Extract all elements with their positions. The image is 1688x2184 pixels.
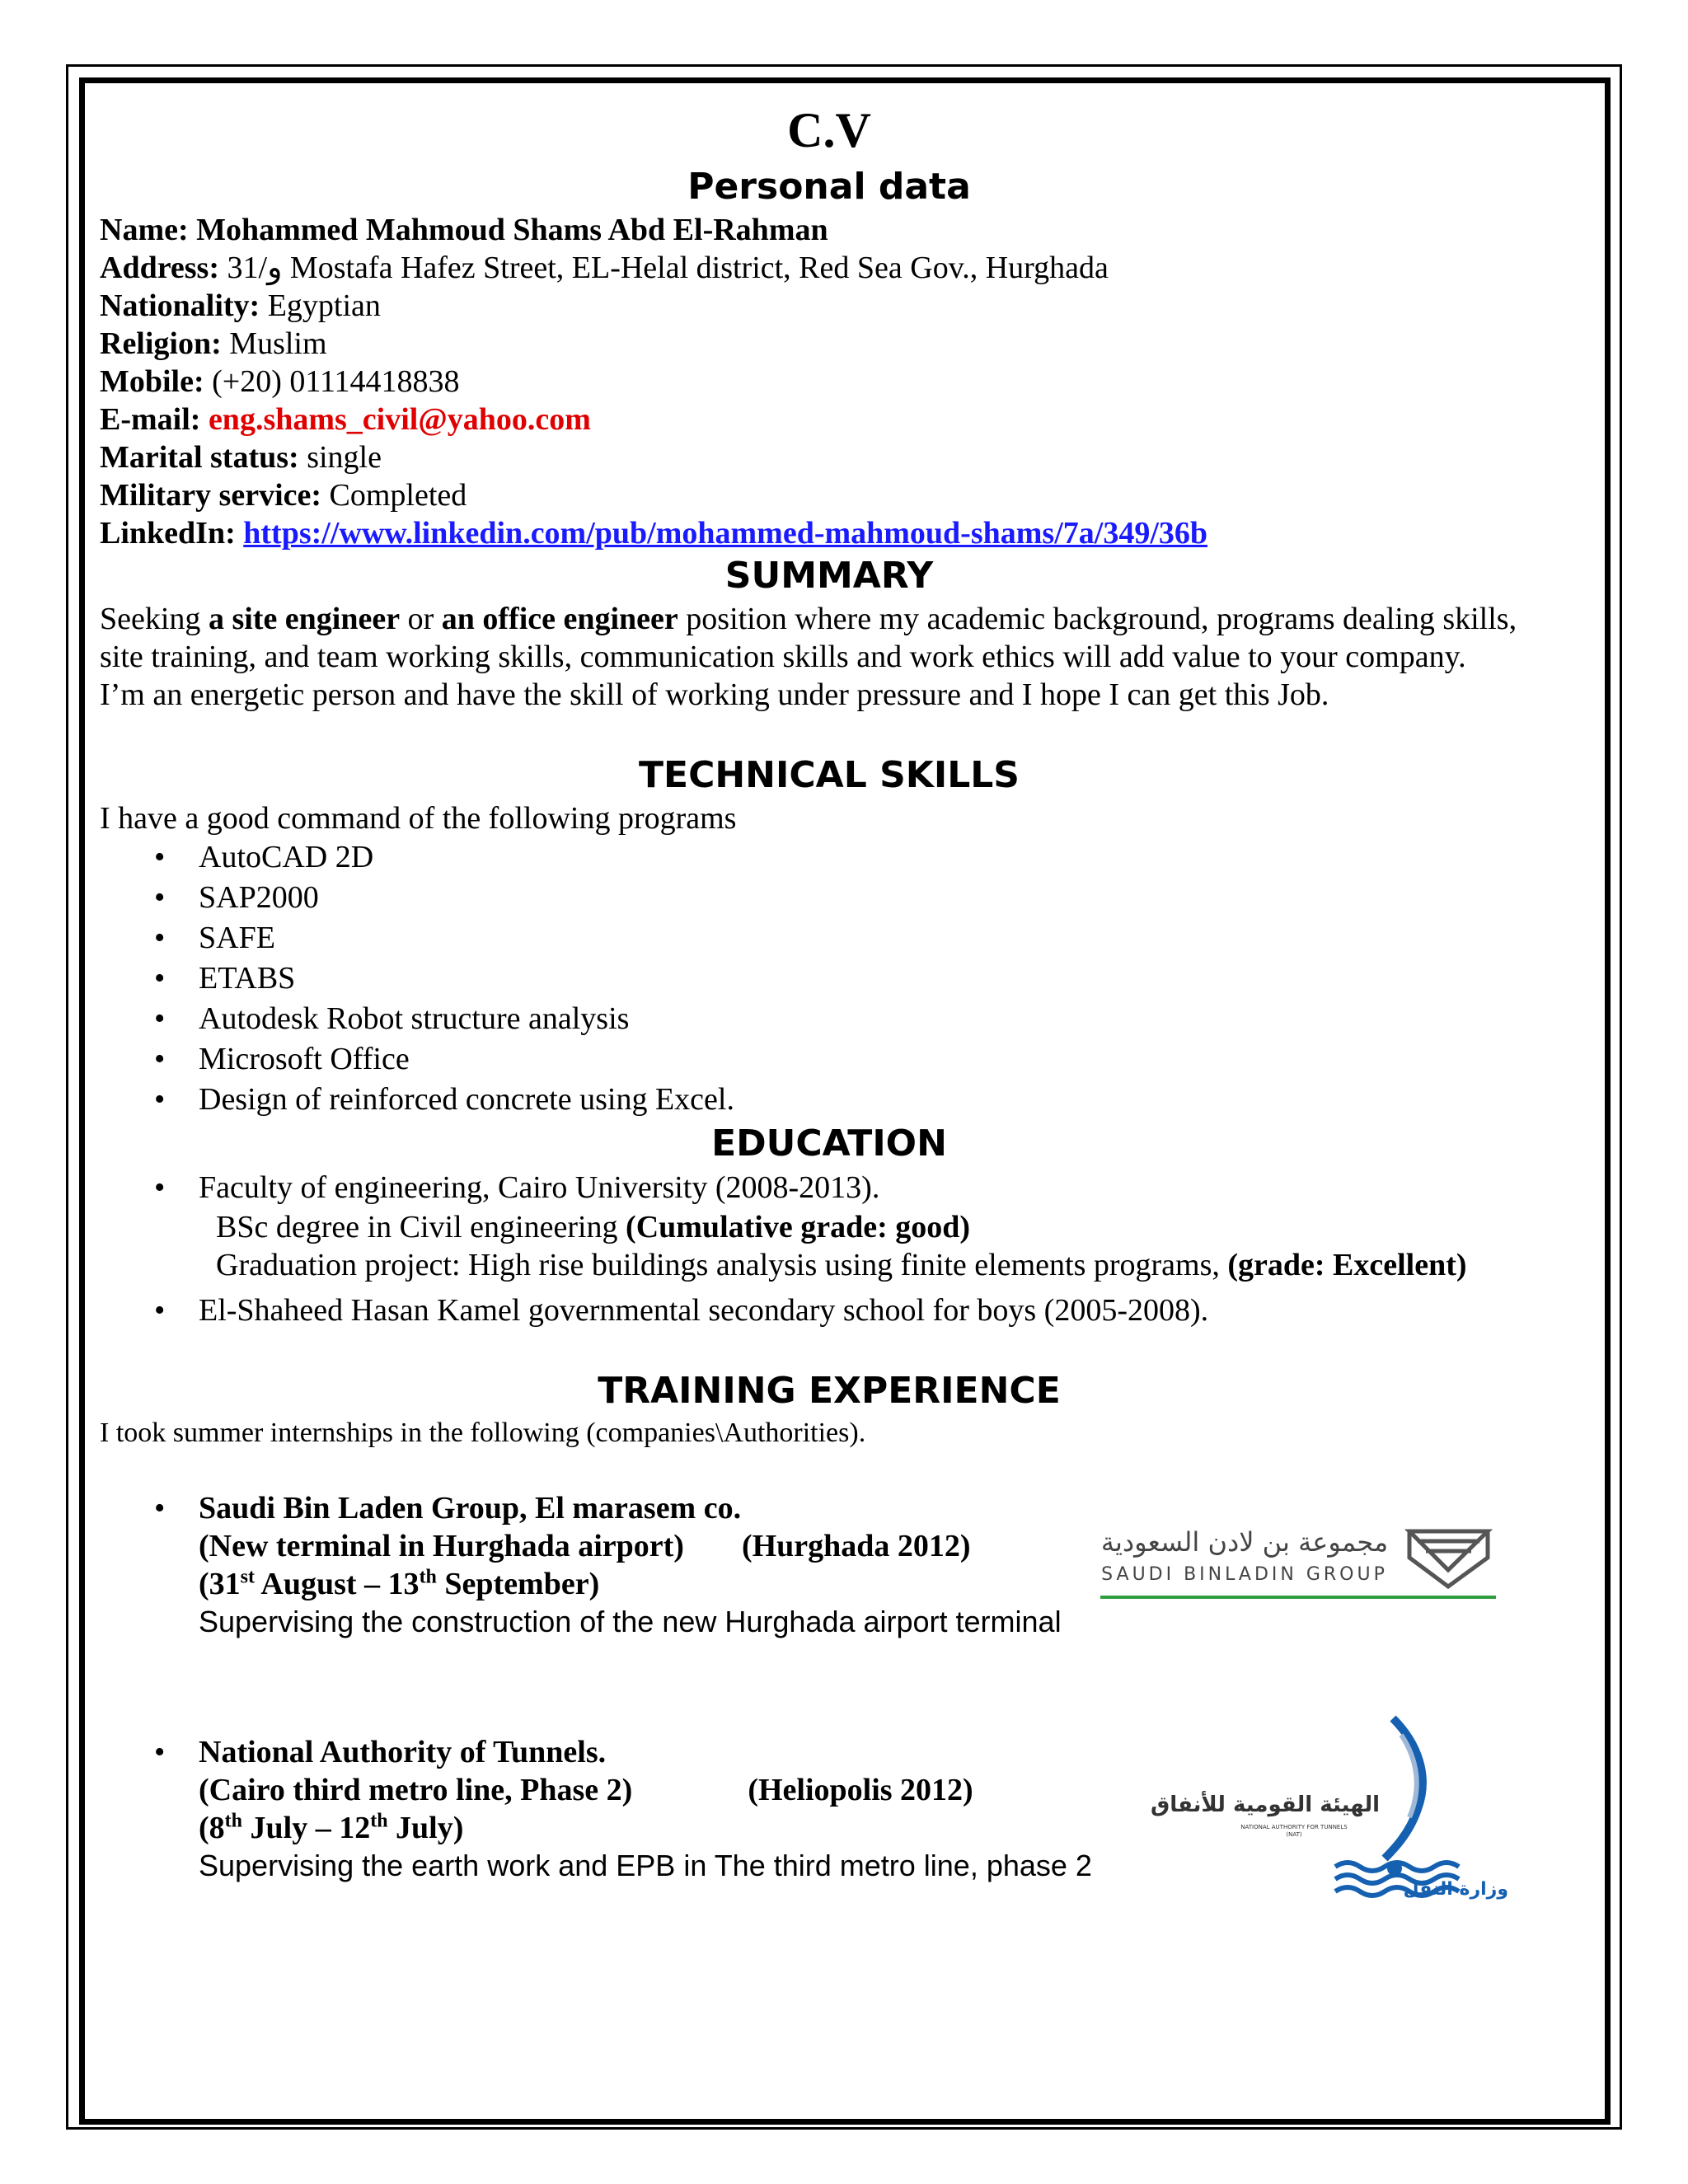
religion-label: Religion: <box>100 326 222 361</box>
marital-label: Marital status: <box>100 440 299 475</box>
email-link[interactable]: eng.shams_civil@yahoo.com <box>208 402 591 437</box>
degree-text: BSc degree in Civil engineering <box>216 1210 626 1244</box>
skills-intro: I have a good command of the following programs <box>100 801 737 836</box>
summary-bold: a site engineer <box>208 602 401 636</box>
technical-skills-heading: TECHNICAL SKILLS <box>639 754 1020 796</box>
name-line <box>100 211 1559 249</box>
list-item: • ETABS <box>100 958 1559 999</box>
training-description: Supervising the earth work and EPB in The third metro line, phase 2 <box>199 1849 1092 1882</box>
linkedin-link[interactable]: https://www.linkedin.com/pub/mohammed-mahmoud-shams/7a/349/36b <box>243 516 1208 551</box>
education-heading: EDUCATION <box>711 1122 947 1165</box>
project-grade: (grade: Excellent) <box>1227 1248 1467 1282</box>
military-label: Military service: <box>100 478 322 513</box>
project-text: Graduation project: High rise buildings analysis using finite elements programs, <box>216 1248 1228 1282</box>
list-item: • SAFE <box>100 918 1559 958</box>
education-list <box>100 1168 1559 1208</box>
skills-list <box>100 837 1559 1120</box>
summary-text: or <box>400 602 442 636</box>
marital-value: single <box>307 440 382 475</box>
project-name: (Cairo third metro line, Phase 2) <box>199 1773 633 1807</box>
training-date: (31st August – 13th September) <box>199 1566 600 1601</box>
company-name: Saudi Bin Laden Group, El marasem co. <box>199 1491 742 1526</box>
address-value: 31/و Mostafa Hafez Street, EL-Helal district, Red Sea Gov., Hurghada <box>227 251 1109 285</box>
mobile-value: (+20) 01114418838 <box>212 364 460 399</box>
project-line <box>100 1246 1559 1284</box>
address-line <box>100 249 1559 287</box>
marital-line <box>100 438 1559 476</box>
religion-line <box>100 325 1559 363</box>
summary-paragraph-2: I’m an energetic person and have the skill of working under pressure and I hope I can get this Job. <box>100 677 1329 712</box>
list-item: • AutoCAD 2D <box>100 837 1559 878</box>
list-item: • SAP2000 <box>100 878 1559 918</box>
bullet: • <box>154 1735 166 1769</box>
cv-document <box>100 97 1559 1885</box>
nat-arabic-name: الهيئة القومية للأنفاق <box>1150 1793 1381 1817</box>
training-description: Supervising the construction of the new Hurghada airport terminal <box>199 1605 1062 1638</box>
nat-english-name: NATIONAL AUTHORITY FOR TUNNELS <box>1240 1824 1348 1830</box>
linkedin-label: LinkedIn: <box>100 516 236 551</box>
bullet: • <box>154 1491 166 1526</box>
sbg-english-name: SAUDI BINLADIN GROUP <box>1101 1564 1388 1585</box>
cv-title: C.V <box>787 103 871 157</box>
summary-paragraph-1 <box>100 600 1559 676</box>
address-label: Address: <box>100 251 219 285</box>
education-list-2 <box>100 1291 1559 1331</box>
email-label: E-mail: <box>100 402 201 437</box>
name-value: Mohammed Mahmoud Shams Abd El-Rahman <box>196 213 828 247</box>
military-value: Completed <box>329 478 467 513</box>
ministry-arabic-name: وزارة النقل <box>1403 1879 1508 1900</box>
nationality-label: Nationality: <box>100 288 260 323</box>
list-item: • El-Shaheed Hasan Kamel governmental secondary school for boys (2005-2008). <box>100 1291 1559 1331</box>
training-date: (8th July – 12th July) <box>199 1810 464 1845</box>
company-name: National Authority of Tunnels. <box>199 1735 607 1769</box>
degree-grade: (Cumulative grade: good) <box>626 1210 971 1244</box>
mobile-label: Mobile: <box>100 364 204 399</box>
list-item: • Design of reinforced concrete using Excel. <box>100 1080 1559 1120</box>
email-line <box>100 401 1559 438</box>
mobile-line <box>100 363 1559 401</box>
linkedin-line <box>100 514 1559 552</box>
list-item: • Autodesk Robot structure analysis <box>100 999 1559 1039</box>
national-authority-tunnels-logo <box>1146 1710 1517 1908</box>
project-name: (New terminal in Hurghada airport) <box>199 1529 684 1563</box>
nationality-value: Egyptian <box>267 288 381 323</box>
summary-text: position where my academic background, programs dealing skills, site training, and team working skills, communication skills and work ethics will add value to your company. <box>100 602 1517 674</box>
training-heading: TRAINING EXPERIENCE <box>598 1370 1061 1412</box>
name-label: Name: <box>100 213 189 247</box>
summary-bold: an office engineer <box>441 602 678 636</box>
nationality-line <box>100 287 1559 325</box>
degree-line <box>100 1208 1559 1246</box>
sbg-arabic-name: مجموعة بن لادن السعودية <box>1100 1526 1389 1558</box>
religion-value: Muslim <box>229 326 327 361</box>
project-place: (Hurghada 2012) <box>741 1529 971 1563</box>
training-intro: I took summer internships in the following (companies\Authorities). <box>100 1418 866 1448</box>
summary-text: Seeking <box>100 602 209 636</box>
nat-abbreviation: (NAT) <box>1286 1831 1302 1838</box>
summary-heading: SUMMARY <box>724 555 934 597</box>
list-item: • Faculty of engineering, Cairo University (2008-2013). <box>100 1168 1559 1208</box>
saudi-binladin-logo <box>1100 1525 1496 1599</box>
project-place: (Heliopolis 2012) <box>748 1773 973 1807</box>
personal-data-heading: Personal data <box>687 166 971 208</box>
list-item: • Microsoft Office <box>100 1039 1559 1080</box>
military-line <box>100 476 1559 514</box>
